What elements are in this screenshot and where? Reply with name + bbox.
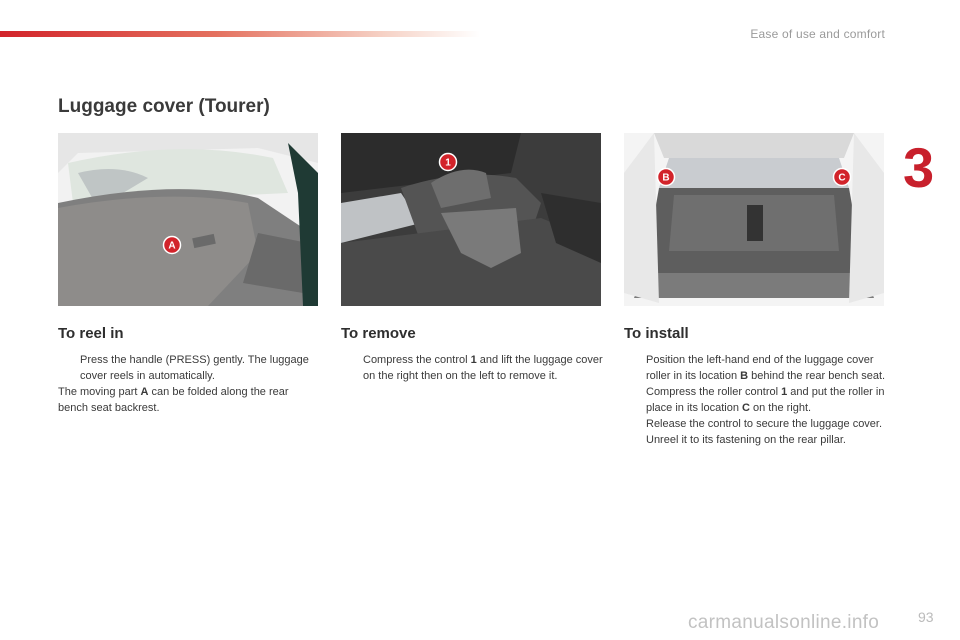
install-step-1-text-end: behind the rear bench seat.	[748, 370, 886, 382]
remove-step-marker: 1	[470, 354, 477, 366]
marker-1-label: 1	[445, 157, 451, 169]
remove-heading: To remove	[341, 325, 416, 342]
section-remove	[341, 326, 603, 384]
install-step-2	[624, 384, 894, 416]
remove-step-text-end: and lift the luggage cover on the right then on the left to remove it.	[363, 354, 603, 382]
marker-b-label: B	[662, 172, 670, 184]
remove-step	[341, 352, 603, 384]
install-step-3	[624, 416, 894, 432]
photo-remove	[341, 133, 601, 306]
section-install	[624, 326, 894, 448]
chapter-number: 3	[903, 136, 935, 199]
marker-c-label: C	[838, 172, 846, 184]
reel-in-note-marker: A	[140, 386, 149, 398]
install-heading: To install	[624, 325, 689, 342]
section-title: Ease of use and comfort	[750, 27, 885, 41]
install-step-3-text: Release the control to secure the luggage cover.	[646, 418, 883, 430]
photo-install	[624, 133, 884, 306]
luggage-cover-illustration	[58, 133, 318, 306]
watermark: carmanualsonline.info	[688, 612, 880, 633]
install-step-1-text: Position the left-hand end of the luggage cover roller in its location	[646, 354, 874, 382]
reel-in-step-text: Press the handle (PRESS) gently. The luggage cover reels in automatically.	[80, 354, 309, 382]
section-reel-in	[58, 326, 320, 416]
install-step-2-text-mid: and put the roller in place in its location	[646, 386, 885, 414]
install-step-4-text: Unreel it to its fastening on the rear pillar.	[646, 434, 846, 446]
photo-reel-in	[58, 133, 318, 306]
install-step-2-marker-2: C	[742, 402, 750, 414]
remove-step-text: Compress the control	[363, 354, 471, 366]
reel-in-note-text-end: can be folded along the rear bench seat backrest.	[58, 386, 289, 414]
install-step-1	[624, 352, 894, 384]
install-step-4	[624, 432, 894, 448]
reel-in-step	[58, 352, 320, 384]
header-accent-bar	[0, 31, 480, 37]
page-number: 93	[918, 609, 934, 625]
install-step-2-text-end: on the right.	[749, 402, 812, 414]
install-step-2-marker: 1	[781, 386, 788, 398]
page-title: Luggage cover (Tourer)	[58, 96, 270, 117]
control-closeup-illustration	[341, 133, 601, 306]
boot-illustration	[624, 133, 884, 306]
marker-a-label: A	[168, 240, 176, 252]
install-step-2-text: Compress the roller control	[646, 386, 782, 398]
install-step-1-marker: B	[740, 370, 749, 382]
reel-in-note-text: The moving part	[58, 386, 141, 398]
reel-in-heading: To reel in	[58, 325, 124, 342]
reel-in-note	[58, 384, 320, 416]
